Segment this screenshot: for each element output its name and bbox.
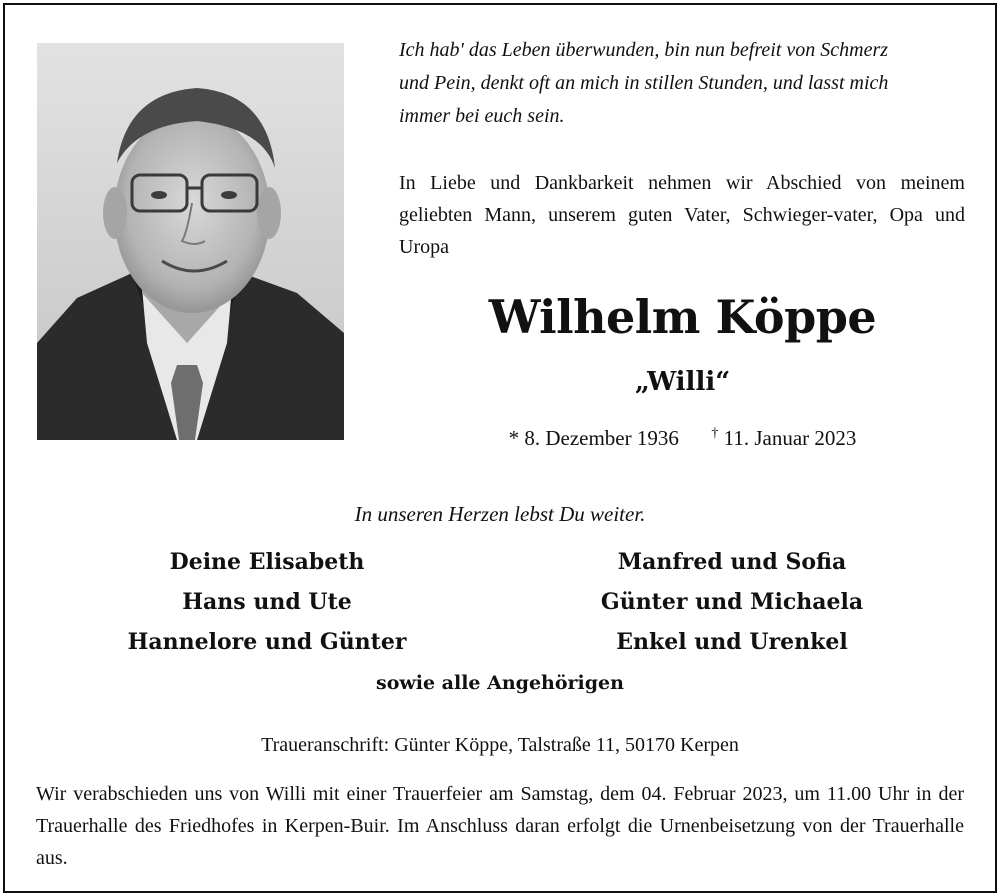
motto: In unseren Herzen lebst Du weiter.: [354, 502, 646, 526]
death-date: 11. Januar 2023: [723, 426, 857, 450]
mourner: Hans und Ute: [182, 589, 352, 615]
birth-symbol: *: [508, 426, 520, 450]
life-dates: [400, 418, 965, 454]
mourner: Manfred und Sofia: [617, 549, 847, 575]
portrait-photo: [37, 43, 344, 440]
poem-line-3: immer bei euch sein.: [399, 105, 565, 127]
mourners-right: [497, 542, 967, 662]
mourner: Deine Elisabeth: [169, 549, 365, 575]
deceased-nickname: „Willi“: [634, 367, 731, 397]
deceased-name: Wilhelm Köppe: [488, 290, 877, 344]
intro-text: In Liebe und Dankbarkeit nehmen wir Abschied von meinem geliebten Mann, unserem guten Vater, Schwieger-vater, Opa und Uropa: [399, 172, 965, 258]
mourner: Enkel und Urenkel: [616, 629, 848, 655]
mourner: Günter und Michaela: [600, 589, 864, 615]
death-symbol: †: [711, 426, 719, 441]
relatives: sowie alle Angehörigen: [376, 672, 624, 694]
ceremony-text: Wir verabschieden uns von Willi mit einer Trauerfeier am Samstag, dem 04. Februar 2023, um 11.00 Uhr in der Trauerhalle des Friedhofes in Kerpen-Buir. Im Anschluss daran erfolgt die Urnenbeisetzung von der Trauerhalle aus.: [36, 783, 964, 869]
birth-date: 8. Dezember 1936: [524, 426, 679, 450]
poem-line-1: Ich hab' das Leben überwunden, bin nun befreit von Schmerz: [399, 39, 889, 61]
poem: [399, 34, 965, 133]
poem-line-2: und Pein, denkt oft an mich in stillen Stunden, und lasst mich: [399, 72, 889, 94]
mourning-address: Traueranschrift: Günter Köppe, Talstraße 11, 50170 Kerpen: [261, 734, 739, 756]
mourner: Hannelore und Günter: [127, 629, 407, 655]
mourners-left: [32, 542, 502, 662]
